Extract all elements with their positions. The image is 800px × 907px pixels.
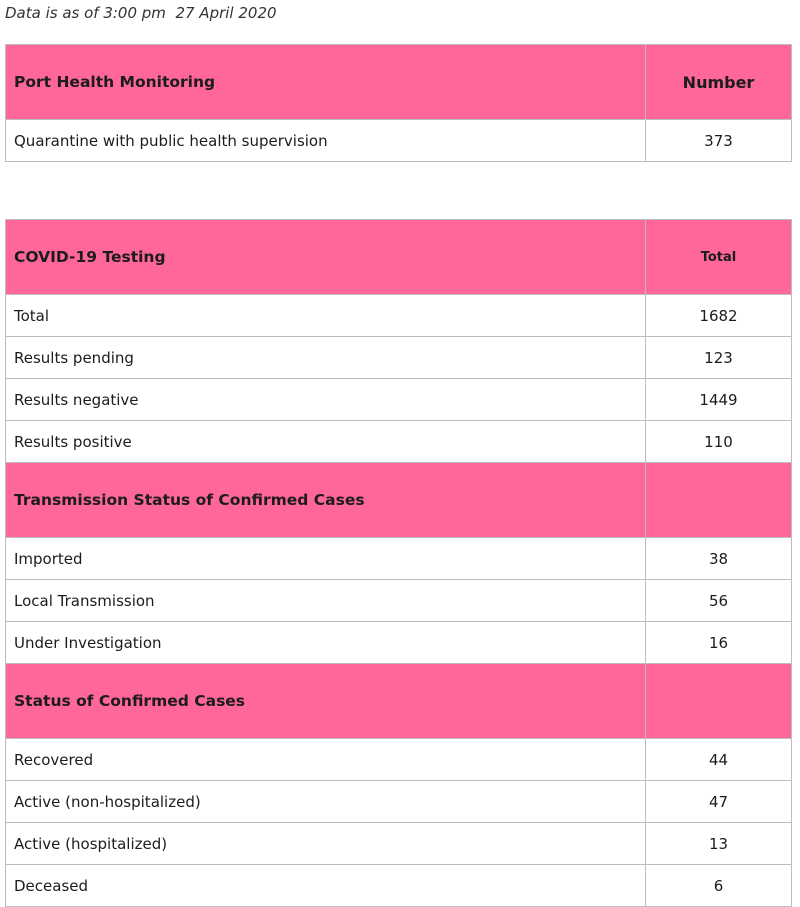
- row-value: 1449: [646, 379, 792, 421]
- row-label: Deceased: [6, 865, 646, 907]
- row-value: 123: [646, 337, 792, 379]
- table-row: [6, 120, 792, 162]
- row-label: Total: [6, 295, 646, 337]
- table-row: [6, 865, 792, 907]
- row-value: 47: [646, 781, 792, 823]
- table-row: [6, 538, 792, 580]
- row-label: Recovered: [6, 739, 646, 781]
- row-value: 38: [646, 538, 792, 580]
- row-value: 13: [646, 823, 792, 865]
- row-label: Imported: [6, 538, 646, 580]
- table-header-row: [6, 45, 792, 120]
- row-label: Results positive: [6, 421, 646, 463]
- number-column-header: Number: [646, 45, 792, 120]
- table-row: [6, 379, 792, 421]
- row-value: 16: [646, 622, 792, 664]
- empty-header-cell: [646, 664, 792, 739]
- table-row: [6, 421, 792, 463]
- row-value: 44: [646, 739, 792, 781]
- row-value: 1682: [646, 295, 792, 337]
- row-label: Active (non-hospitalized): [6, 781, 646, 823]
- row-value: 56: [646, 580, 792, 622]
- row-value: 6: [646, 865, 792, 907]
- empty-header-cell: [646, 463, 792, 538]
- case-status-header: Status of Confirmed Cases: [6, 664, 646, 739]
- row-label: Results pending: [6, 337, 646, 379]
- row-label: Quarantine with public health supervision: [6, 120, 646, 162]
- port-health-table: [5, 44, 792, 162]
- port-health-header: Port Health Monitoring: [6, 45, 646, 120]
- table-row: [6, 823, 792, 865]
- row-value: 110: [646, 421, 792, 463]
- row-label: Results negative: [6, 379, 646, 421]
- table-row: [6, 337, 792, 379]
- table-row: [6, 781, 792, 823]
- covid-testing-header: COVID-19 Testing: [6, 220, 646, 295]
- table-row: [6, 580, 792, 622]
- section-header-row: [6, 463, 792, 538]
- data-as-of-note: Data is as of 3:00 pm 27 April 2020: [5, 4, 277, 22]
- section-header-row: [6, 664, 792, 739]
- covid-testing-table: [5, 219, 792, 907]
- row-value: 373: [646, 120, 792, 162]
- row-label: Active (hospitalized): [6, 823, 646, 865]
- row-label: Local Transmission: [6, 580, 646, 622]
- total-column-header: Total: [646, 220, 792, 295]
- table-row: [6, 622, 792, 664]
- row-label: Under Investigation: [6, 622, 646, 664]
- table-header-row: [6, 220, 792, 295]
- transmission-status-header: Transmission Status of Confirmed Cases: [6, 463, 646, 538]
- table-row: [6, 739, 792, 781]
- table-row: [6, 295, 792, 337]
